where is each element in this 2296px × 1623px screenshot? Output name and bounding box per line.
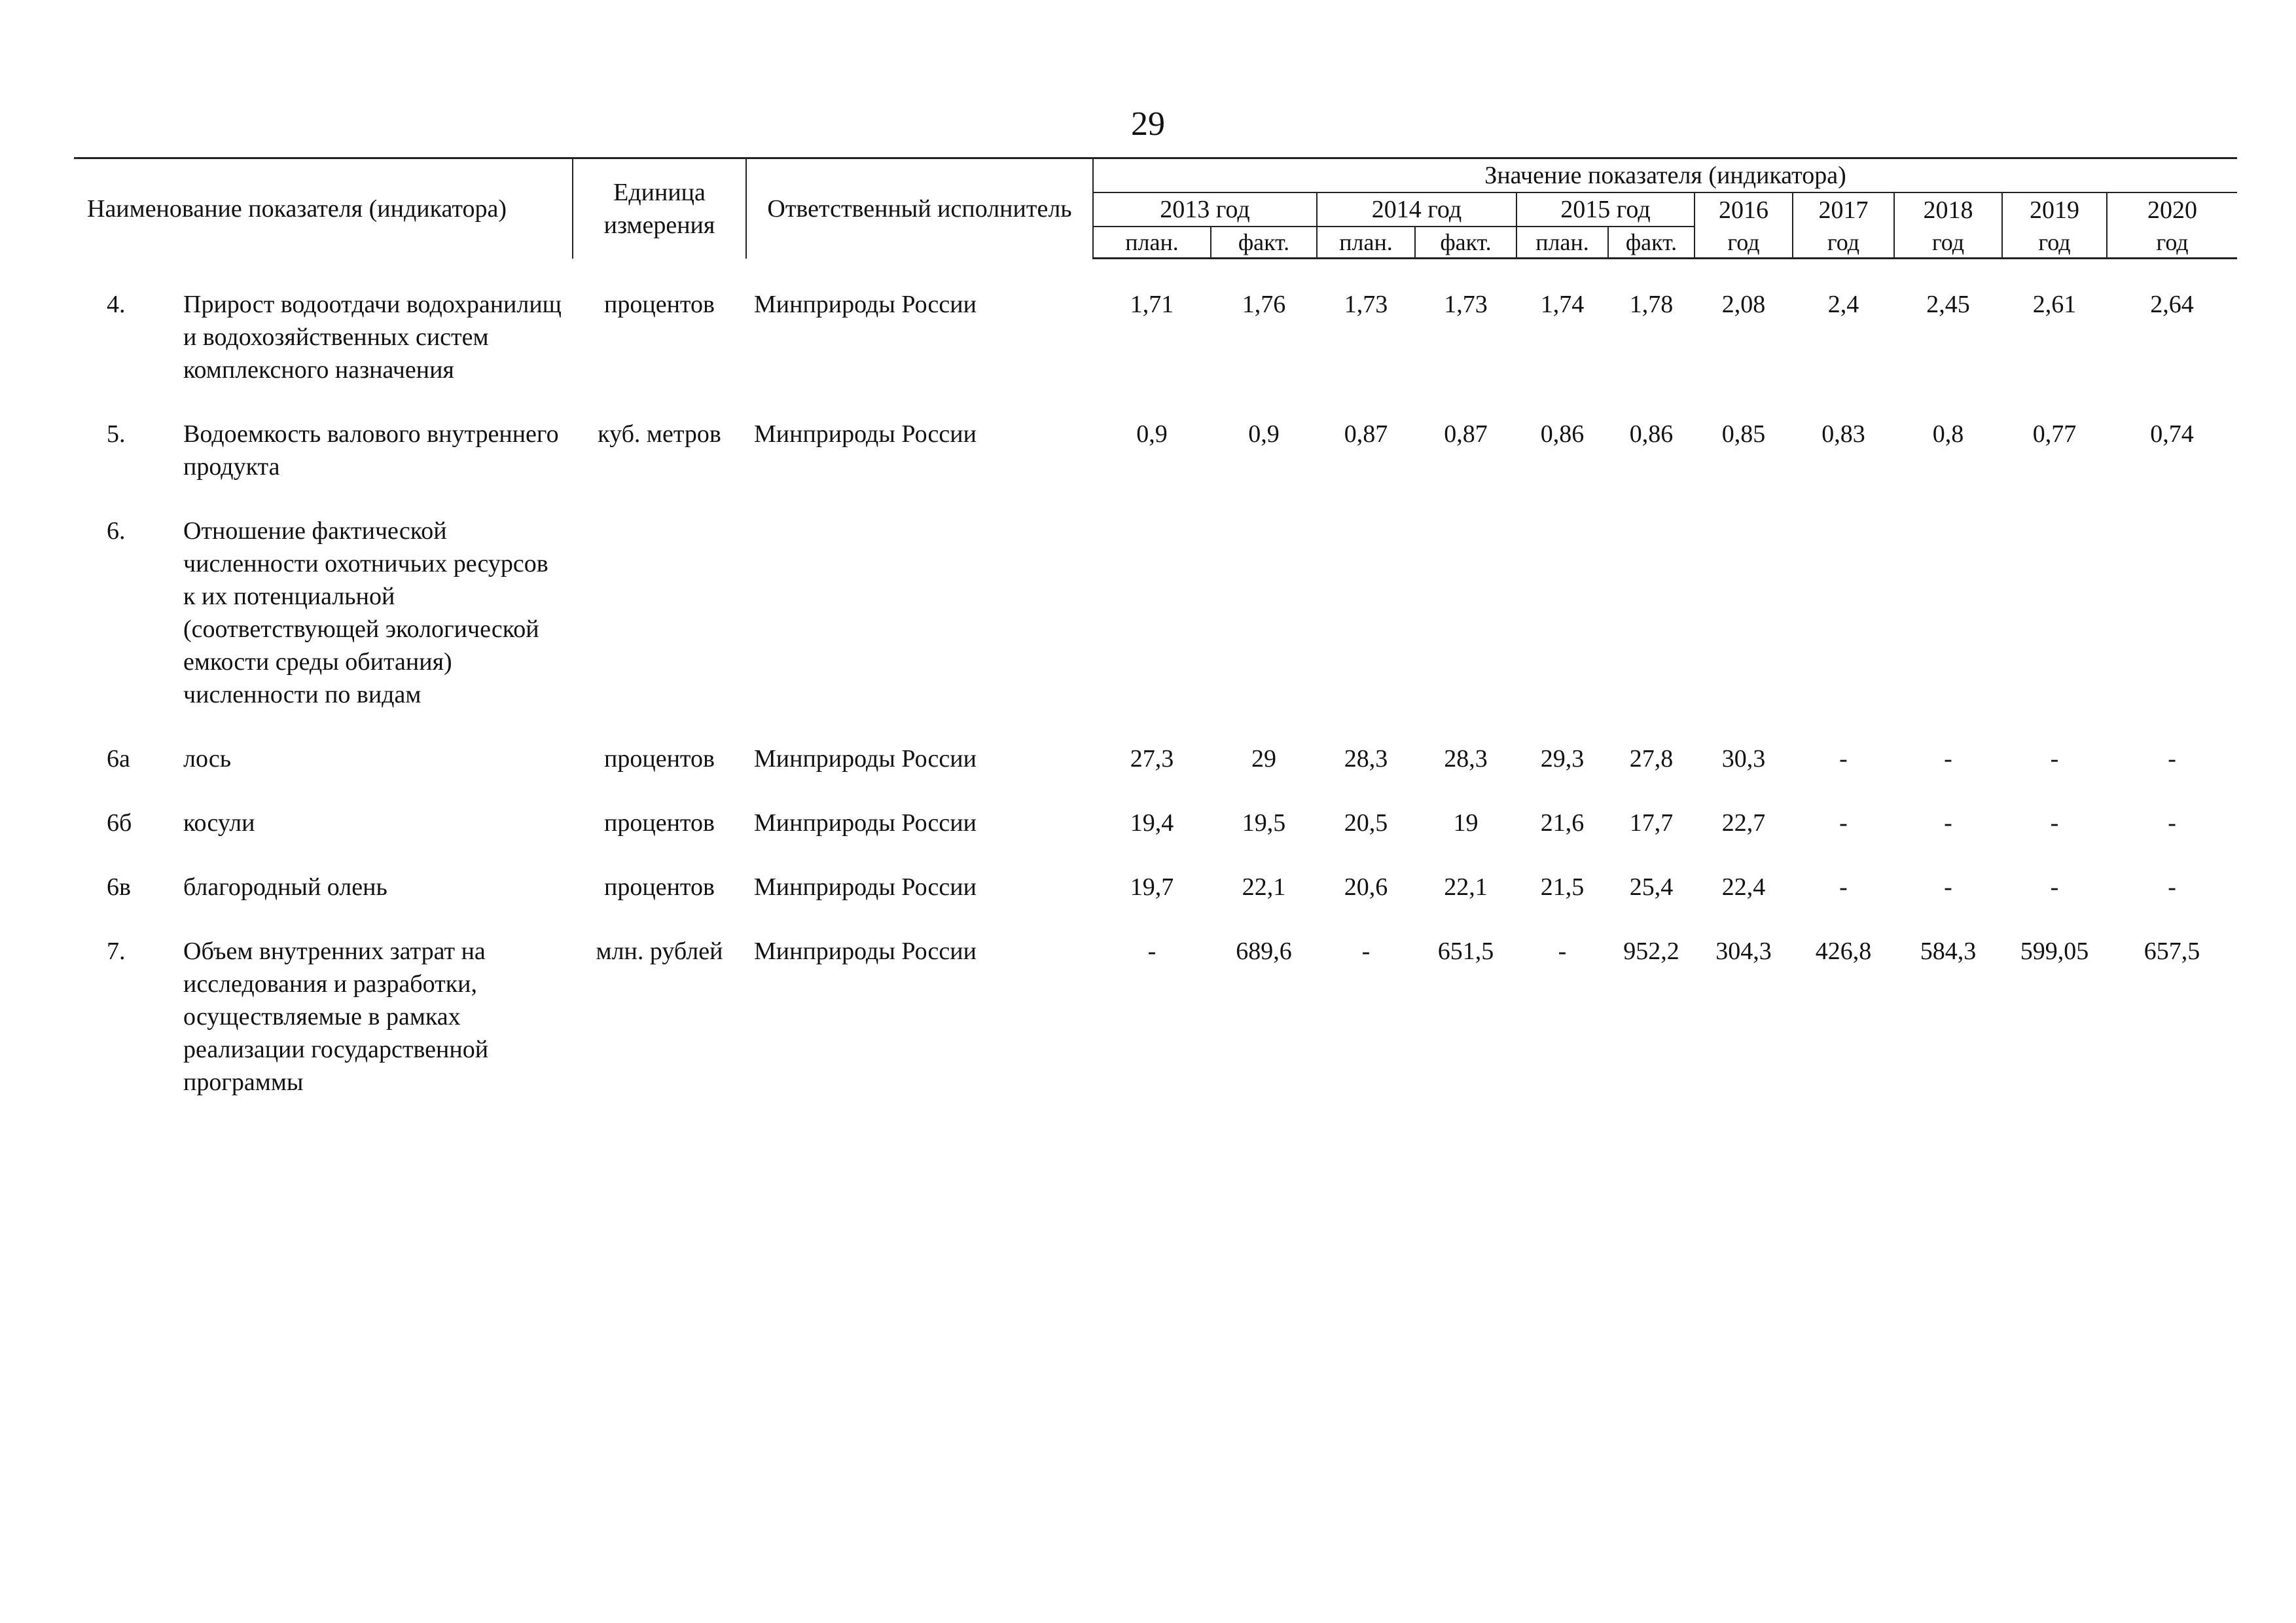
header-year-2013: 2013 год (1093, 192, 1317, 227)
value-cell: 0,85 (1721, 420, 1766, 448)
value-cell: 1,76 (1242, 291, 1286, 318)
row-number: 4. (107, 291, 126, 318)
value-cell: - (1944, 745, 1952, 773)
value-cell: 22,1 (1444, 873, 1488, 901)
responsible-cell: Минприроды России (754, 420, 977, 448)
indicator-name: Водоемкость валового внутреннего продукта (183, 420, 559, 481)
value-cell: - (1558, 938, 1567, 965)
indicators-table (74, 157, 2237, 1130)
value-cell: 22,7 (1721, 809, 1766, 837)
value-cell: - (1361, 938, 1371, 965)
table-row (74, 418, 2237, 515)
header-year-2016: 2016 (1695, 192, 1793, 227)
value-cell: 19,5 (1242, 809, 1286, 837)
value-cell: 304,3 (1715, 938, 1772, 965)
value-cell: 22,1 (1242, 873, 1286, 901)
header-god-2017: год (1793, 227, 1894, 259)
header-fact-2015: факт. (1608, 227, 1695, 259)
value-cell: - (2168, 745, 2176, 773)
value-cell (1317, 515, 1415, 742)
page-number: 29 (1131, 105, 1165, 143)
value-cell: - (2168, 873, 2176, 901)
value-cell (1211, 515, 1317, 742)
value-cell (1793, 515, 1894, 742)
header-god-2018: год (1894, 227, 2002, 259)
value-cell: 27,3 (1130, 745, 1174, 773)
value-cell: 0,9 (1248, 420, 1280, 448)
value-cell: 21,5 (1540, 873, 1585, 901)
header-year-2015: 2015 год (1516, 192, 1695, 227)
value-cell: - (1147, 938, 1157, 965)
responsible-cell: Минприроды России (754, 745, 977, 773)
header-year-2017: 2017 (1793, 192, 1894, 227)
value-cell (2002, 515, 2107, 742)
row-number: 6б (107, 809, 132, 837)
value-cell: 27,8 (1629, 745, 1674, 773)
table-row (74, 288, 2237, 418)
unit-cell: процентов (604, 873, 715, 901)
value-cell: 19 (1453, 809, 1479, 837)
value-cell: 29,3 (1540, 745, 1585, 773)
value-cell: 28,3 (1344, 745, 1388, 773)
value-cell: - (2050, 809, 2059, 837)
unit-cell (573, 515, 746, 742)
header-god-2020: год (2107, 227, 2237, 259)
value-cell: 0,86 (1629, 420, 1674, 448)
value-cell: 0,9 (1136, 420, 1168, 448)
table-row (74, 807, 2237, 871)
value-cell: 25,4 (1629, 873, 1674, 901)
value-cell: 599,05 (2020, 938, 2089, 965)
indicator-name: Объем внутренних затрат на исследования и разработки, осуществляемые в рамках реализации государственной программы (183, 938, 489, 1096)
value-cell (2107, 515, 2237, 742)
indicator-name: косули (183, 809, 255, 837)
value-cell (1093, 515, 1211, 742)
value-cell: - (2050, 873, 2059, 901)
value-cell (1608, 515, 1695, 742)
indicator-name: Отношение фактической численности охотничьих ресурсов к их потенциальной (соответствующей экологической емкости среды обитания) численности по видам (183, 517, 548, 708)
header-fact-2013: факт. (1211, 227, 1317, 259)
value-cell: 584,3 (1920, 938, 1977, 965)
value-cell: 0,86 (1540, 420, 1585, 448)
unit-cell: процентов (604, 809, 715, 837)
row-number: 7. (107, 938, 126, 965)
value-cell: - (1944, 873, 1952, 901)
table-row (74, 871, 2237, 935)
header-values-group: Значение показателя (индикатора) (1093, 158, 2237, 193)
table-header (74, 158, 2237, 259)
value-cell: 1,71 (1130, 291, 1174, 318)
unit-cell: процентов (604, 291, 715, 318)
value-cell: - (1839, 873, 1848, 901)
header-god-2019: год (2002, 227, 2107, 259)
table-row (74, 742, 2237, 807)
unit-cell: куб. метров (598, 420, 721, 448)
header-fact-2014: факт. (1415, 227, 1516, 259)
header-year-2014: 2014 год (1317, 192, 1516, 227)
value-cell: 1,73 (1444, 291, 1488, 318)
value-cell (1695, 515, 1793, 742)
value-cell: 21,6 (1540, 809, 1585, 837)
table-body (74, 259, 2237, 1131)
unit-cell: процентов (604, 745, 715, 773)
value-cell: 0,77 (2032, 420, 2077, 448)
value-cell: 2,45 (1926, 291, 1970, 318)
value-cell: 17,7 (1629, 809, 1674, 837)
value-cell: - (1944, 809, 1952, 837)
indicator-name: Прирост водоотдачи водохранилищ и водохозяйственных систем комплексного назначения (183, 291, 562, 384)
value-cell: - (1839, 809, 1848, 837)
value-cell: 2,4 (1827, 291, 1859, 318)
value-cell: 689,6 (1236, 938, 1292, 965)
value-cell: 651,5 (1437, 938, 1494, 965)
value-cell: 952,2 (1623, 938, 1679, 965)
value-cell: 30,3 (1721, 745, 1766, 773)
value-cell: 20,6 (1344, 873, 1388, 901)
unit-cell: млн. рублей (596, 938, 723, 965)
value-cell: 657,5 (2144, 938, 2200, 965)
header-year-2020: 2020 (2107, 192, 2237, 227)
value-cell (1894, 515, 2002, 742)
header-responsible: Ответственный исполнитель (746, 158, 1093, 259)
value-cell: 19,4 (1130, 809, 1174, 837)
table-row (74, 515, 2237, 742)
header-year-2019: 2019 (2002, 192, 2107, 227)
header-god-2016: год (1695, 227, 1793, 259)
value-cell: 2,08 (1721, 291, 1766, 318)
row-number: 6а (107, 745, 130, 773)
indicator-name: благородный олень (183, 873, 387, 901)
value-cell: 1,73 (1344, 291, 1388, 318)
header-unit: Единица измерения (573, 158, 746, 259)
table-row (74, 935, 2237, 1130)
value-cell: 19,7 (1130, 873, 1174, 901)
header-name: Наименование показателя (индикатора) (74, 158, 573, 259)
header-plan-2013: план. (1093, 227, 1211, 259)
header-plan-2014: план. (1317, 227, 1415, 259)
value-cell: 29 (1251, 745, 1276, 773)
header-year-2018: 2018 (1894, 192, 2002, 227)
value-cell: 0,74 (2150, 420, 2194, 448)
value-cell: - (2168, 809, 2176, 837)
value-cell: 426,8 (1815, 938, 1872, 965)
value-cell: - (2050, 745, 2059, 773)
value-cell: - (1839, 745, 1848, 773)
value-cell: 22,4 (1721, 873, 1766, 901)
responsible-cell (746, 515, 1093, 742)
value-cell: 0,8 (1932, 420, 1964, 448)
value-cell: 0,87 (1444, 420, 1488, 448)
header-plan-2015: план. (1516, 227, 1608, 259)
value-cell: 1,74 (1540, 291, 1585, 318)
responsible-cell: Минприроды России (754, 809, 977, 837)
value-cell: 28,3 (1444, 745, 1488, 773)
value-cell: 2,61 (2032, 291, 2077, 318)
value-cell (1516, 515, 1608, 742)
value-cell: 0,83 (1821, 420, 1865, 448)
row-number: 6. (107, 517, 126, 545)
value-cell: 20,5 (1344, 809, 1388, 837)
value-cell: 2,64 (2150, 291, 2194, 318)
responsible-cell: Минприроды России (754, 938, 977, 965)
responsible-cell: Минприроды России (754, 873, 977, 901)
responsible-cell: Минприроды России (754, 291, 977, 318)
indicator-name: лось (183, 745, 232, 773)
value-cell: 1,78 (1629, 291, 1674, 318)
row-number: 6в (107, 873, 131, 901)
value-cell (1415, 515, 1516, 742)
row-number: 5. (107, 420, 126, 448)
value-cell: 0,87 (1344, 420, 1388, 448)
